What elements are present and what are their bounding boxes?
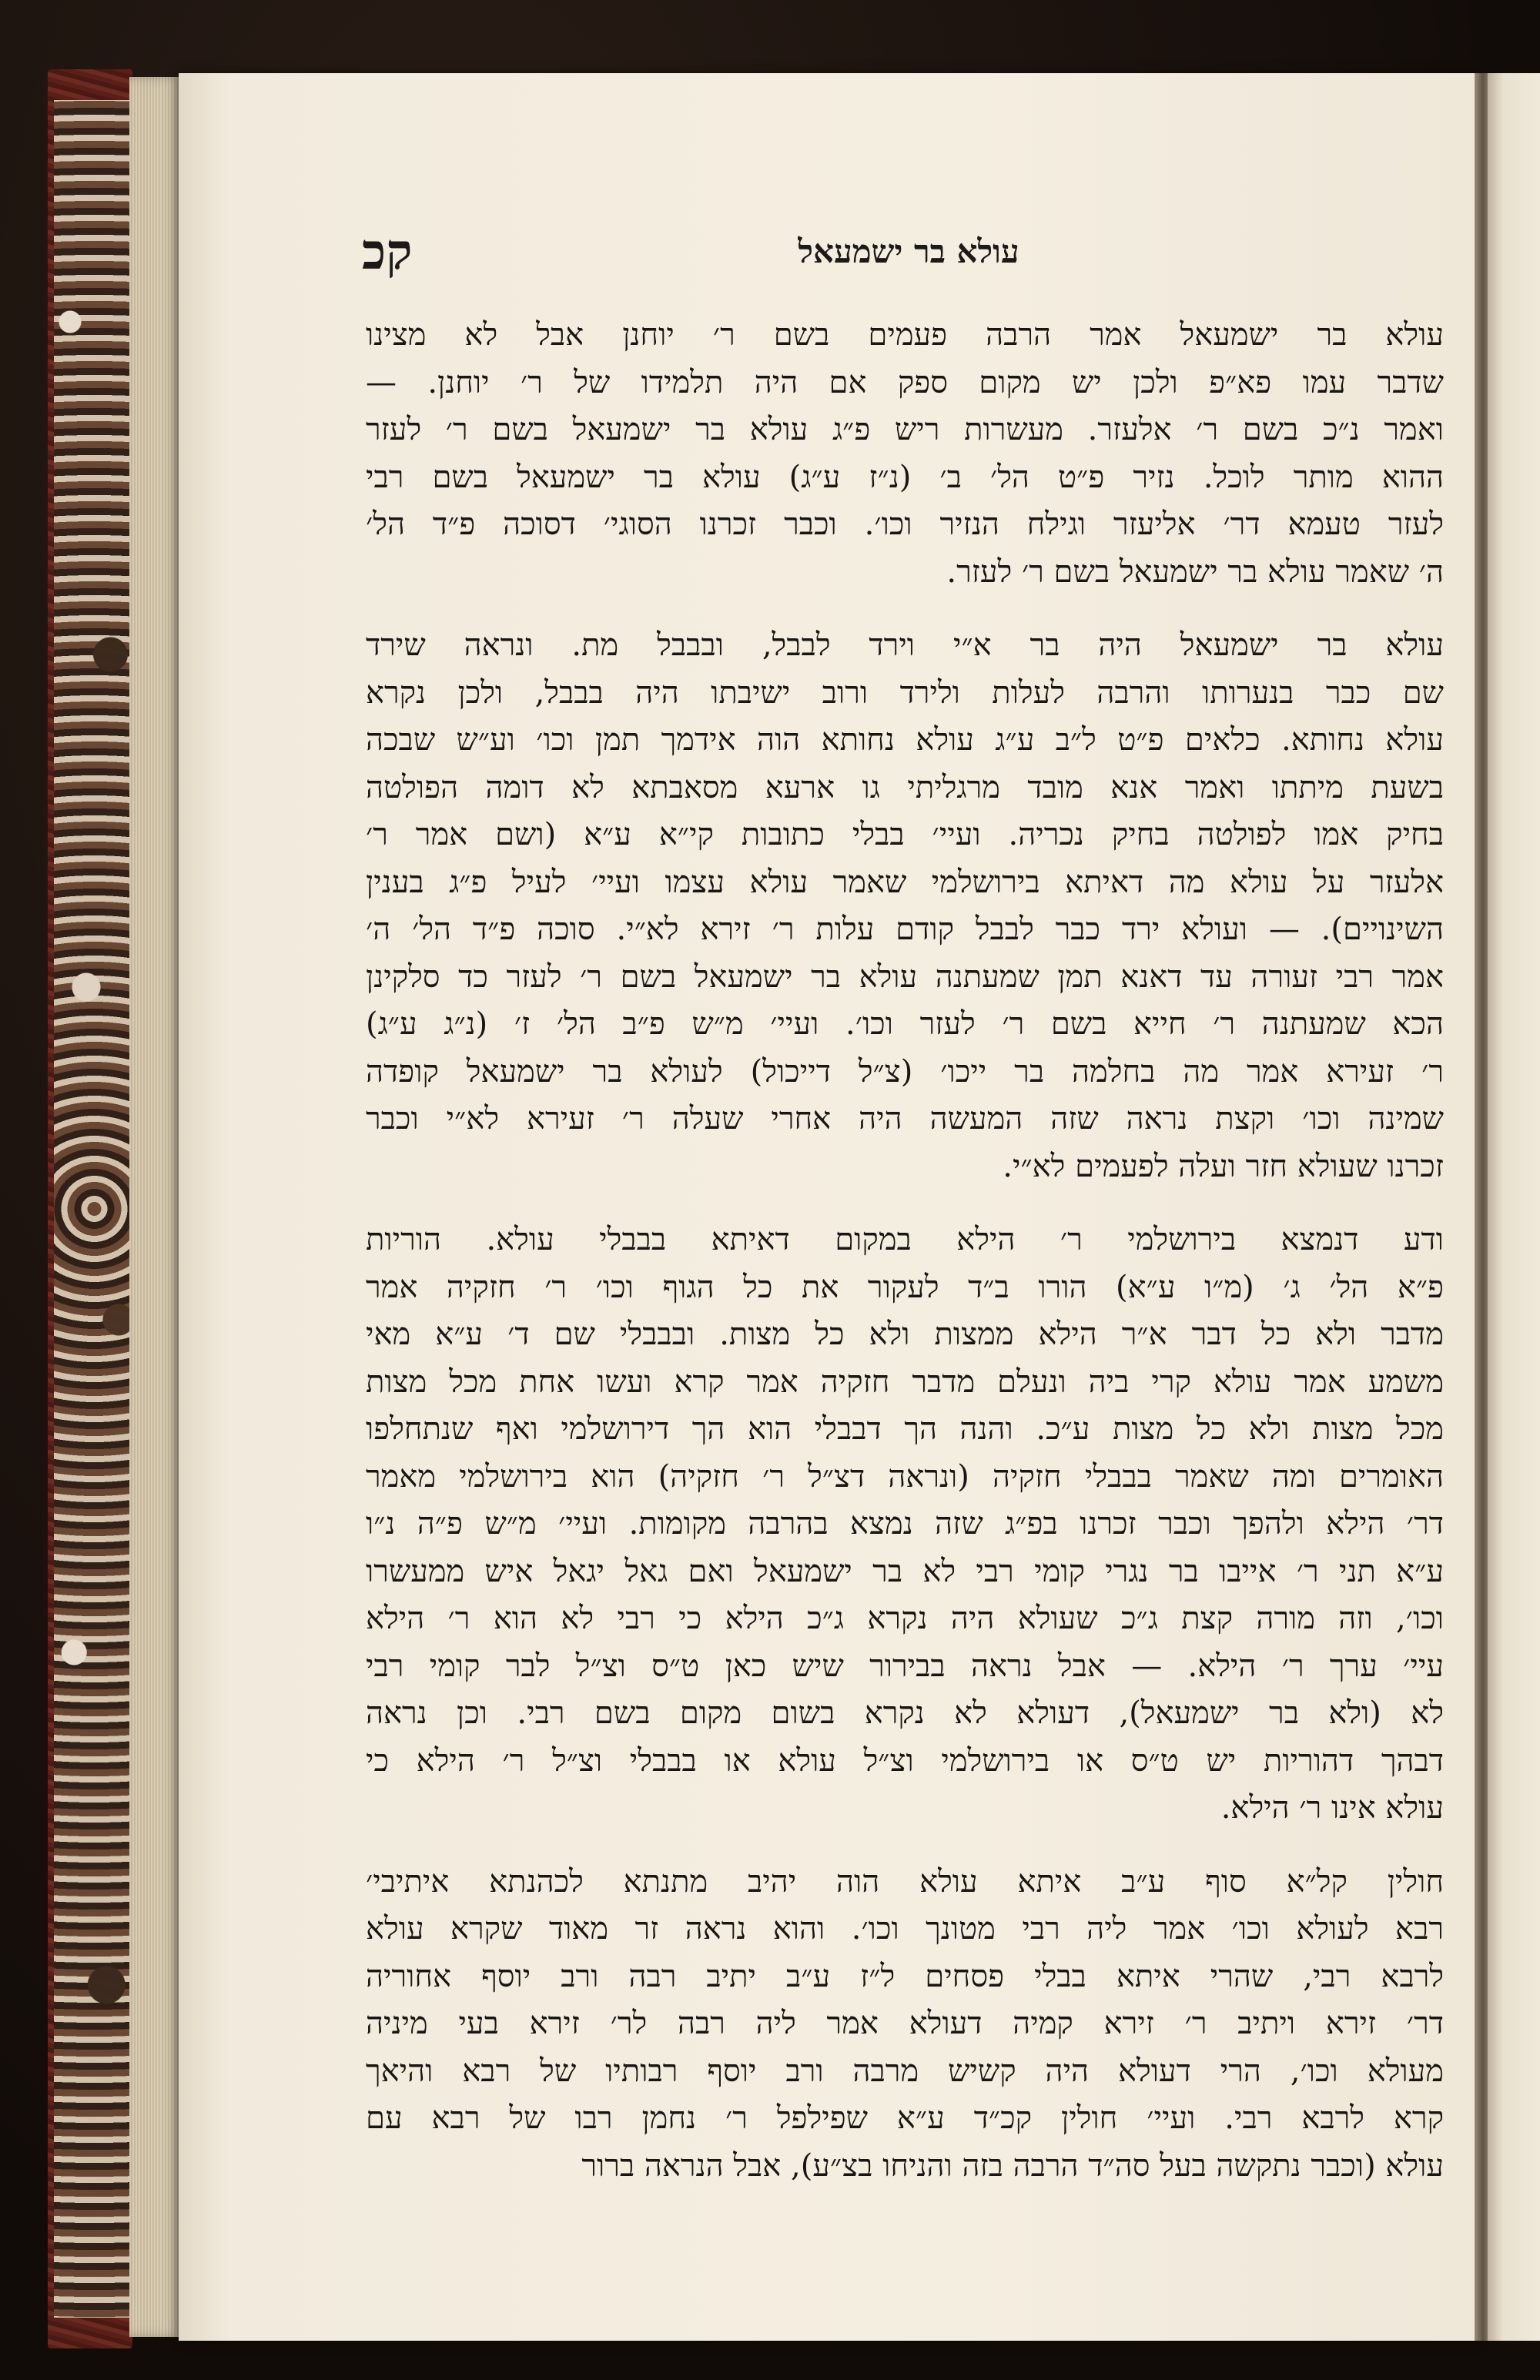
text-line: עולא נחותא. כלאים פ״ט ל״ב ע״ג עולא נחותא הוה אידמך תמן וכו׳ וע״ש שבכה <box>366 722 1444 758</box>
text-line: ר׳ זעירא אמר מה בחלמה בר ייכו׳ (צ״ל דייכול) לעולא בר ישמעאל קופדה <box>366 1053 1444 1090</box>
text-line: עולא (וכבר נתקשה בעל סה״ד הרבה בזה והניחו בצ״ע), אבל הנראה ברור <box>581 2147 1444 2184</box>
text-line: לעזר טעמא דר׳ אליעזר וגילח הנזיר וכו׳. וכבר זכרנו הסוגי׳ דסוכה פ״ד הל׳ <box>366 507 1444 542</box>
text-line: פ״א הל׳ ג׳ (מ״ו ע״א) הורו ב״ד לעקור את כל הגוף וכו׳ ר׳ חזקיה אמר <box>366 1269 1444 1305</box>
text-line: עולא אינו ר׳ הילא. <box>1220 1790 1444 1826</box>
text-line: אלעזר על עולא מה דאיתא בירושלמי שאמר עולא עצמו ועיי׳ לעיל פ״ג בענין <box>366 864 1444 900</box>
facing-page-edge <box>1488 73 1540 2341</box>
text-line: מכל מצות ולא כל מצות ע״כ. והנה הך דבבלי הוא הך דירושלמי ואף שנתחלפו <box>366 1411 1444 1447</box>
text-line: וכו׳, וזה מורה קצת ג״כ שעולא היה נקרא ג״כ הילא כי רבי לא הוא ר׳ הילא <box>366 1601 1444 1636</box>
page-header <box>362 223 1455 293</box>
text-line: לרבא רבי, שהרי איתא בבלי פסחים ל״ז ע״ב יתיב רבה ורב יוסף אחוריה <box>366 1958 1444 1994</box>
text-line: לא (ולא בר ישמעאל), דעולא לא נקרא בשום מקום בשם רבי. וכן נראה <box>366 1695 1444 1731</box>
running-title: עולא בר ישמעאל <box>798 233 1019 270</box>
paragraph <box>366 1217 1444 1833</box>
text-line: אמר רבי זעורה עד דאנא תמן שמעתנה עולא בר ישמעאל בשם ר׳ לעזר כד סלקינן <box>366 959 1444 995</box>
text-line: שם כבר בנערותו והרבה לעלות ולירד ורוב ישיבתו היה בבבל, ולכן נקרא <box>366 675 1444 711</box>
text-line: השינויים). — ועולא ירד כבר לבבל קודם עלות ר׳ זירא לא״י. סוכה פ״ד הל׳ ה׳ <box>366 912 1444 947</box>
text-line: זכרנו שעולא חזר ועלה לפעמים לא״י. <box>1003 1148 1444 1184</box>
text-line: שדבר עמו פא״פ ולכן יש מקום ספק אם היה תלמידו של ר׳ יוחנן. — <box>366 364 1444 400</box>
text-line: האומרים ומה שאמר בבבלי חזקיה (ונראה דצ״ל ר׳ חזקיה) הוא בירושלמי מאמר <box>366 1458 1444 1495</box>
text-line: דבהך דהוריות יש ט״ס או בירושלמי וצ״ל עולא או בבבלי וצ״ל ר׳ הילא כי <box>366 1742 1444 1779</box>
text-line: הכא שמעתנה ר׳ חייא בשם ר׳ לעזר וכו׳. ועיי׳ מ״ש פ״ב הל׳ ז׳ (נ״ג ע״ג) <box>366 1006 1444 1042</box>
text-line: משמע אמר עולא קרי ביה ונעלם מדבר חזקיה אמר קרא ועשו אחת מכל מצות <box>366 1364 1444 1400</box>
text-line: עיי׳ ערך ר׳ הילא. — אבל נראה בבירור שיש כאן ט״ס וצ״ל לבר קומי רבי <box>366 1648 1444 1684</box>
paragraph <box>366 622 1444 1190</box>
text-line: רבא לעולא וכו׳ אמר ליה רבי מטונך וכו׳. והוא נראה זר מאוד שקרא עולא <box>366 1911 1444 1947</box>
text-line: עולא בר ישמעאל אמר הרבה פעמים בשם ר׳ יוחנן אבל לא מצינו <box>366 317 1444 353</box>
marbled-endpaper <box>54 100 135 2318</box>
text-line: שמינה וכו׳ וקצת נראה שזה המעשה היה אחרי שעלה ר׳ זעירא לא״י וכבר <box>366 1101 1444 1136</box>
text-line: קרא לרבא רבי. ועיי׳ חולין קכ״ד ע״א שפילפל ר׳ נחמן רבו של רבא עם <box>366 2100 1444 2136</box>
text-line: מעולא וכו׳, הרי דעולא היה קשיש מרבה ורב יוסף רבותיו של רבא והיאך <box>366 2053 1444 2089</box>
page-number: קכ <box>362 223 413 281</box>
text-line: ואמר נ״כ בשם ר׳ אלעזר. מעשרות ריש פ״ג עולא בר ישמעאל בשם ר׳ לעזר <box>366 412 1444 447</box>
text-line: דר׳ זירא ויתיב ר׳ זירא קמיה דעולא אמר ליה רבה לר׳ זירא בעי מיניה <box>366 2006 1444 2041</box>
text-line: מדבר ולא כל דבר א״ר הילא ממצות ולא כל מצות. ובבבלי שם ד׳ ע״א מאי <box>366 1317 1444 1352</box>
paragraph <box>366 1859 1444 2191</box>
page-stack-edge <box>129 77 180 2337</box>
paragraph <box>366 312 1444 596</box>
text-line: ודע דנמצא בירושלמי ר׳ הילא במקום דאיתא בבבלי עולא. הוריות <box>366 1222 1444 1257</box>
text-line: ה׳ שאמר עולא בר ישמעאל בשם ר׳ לעזר. <box>946 554 1444 590</box>
body-text <box>366 312 1444 2275</box>
text-line: חולין קל״א סוף ע״ב איתא עולא הוה יהיב מתנתא לכהנתא איתיבי׳ <box>366 1863 1444 1900</box>
text-line: בחיק אמו לפולטה בחיק נכריה. ועיי׳ בבלי כתובות קי״א ע״א (ושם אמר ר׳ <box>366 817 1444 852</box>
text-line: בשעת מיתתו ואמר אנא מובד מרגליתי גו ארעא מסאבתא לא דומה הפולטה <box>366 769 1444 805</box>
text-line: ההוא מותר לוכל. נזיר פ״ט הל׳ ב׳ (נ״ז ע״ג) עולא בר ישמעאל בשם רבי <box>366 459 1444 495</box>
text-line: עולא בר ישמעאל היה בר א״י וירד לבבל, ובבבל מת. ונראה שירד <box>366 628 1444 663</box>
text-line: ע״א תני ר׳ אייבו בר נגרי קומי רבי לא בר ישמעאל ואם גאל יגאל איש ממעשרו <box>366 1553 1444 1589</box>
text-line: דר׳ הילא ולהפך וכבר זכרנו בפ״ג שזה נמצא בהרבה מקומות. ועיי׳ מ״ש פ״ה נ״ו <box>366 1506 1444 1541</box>
